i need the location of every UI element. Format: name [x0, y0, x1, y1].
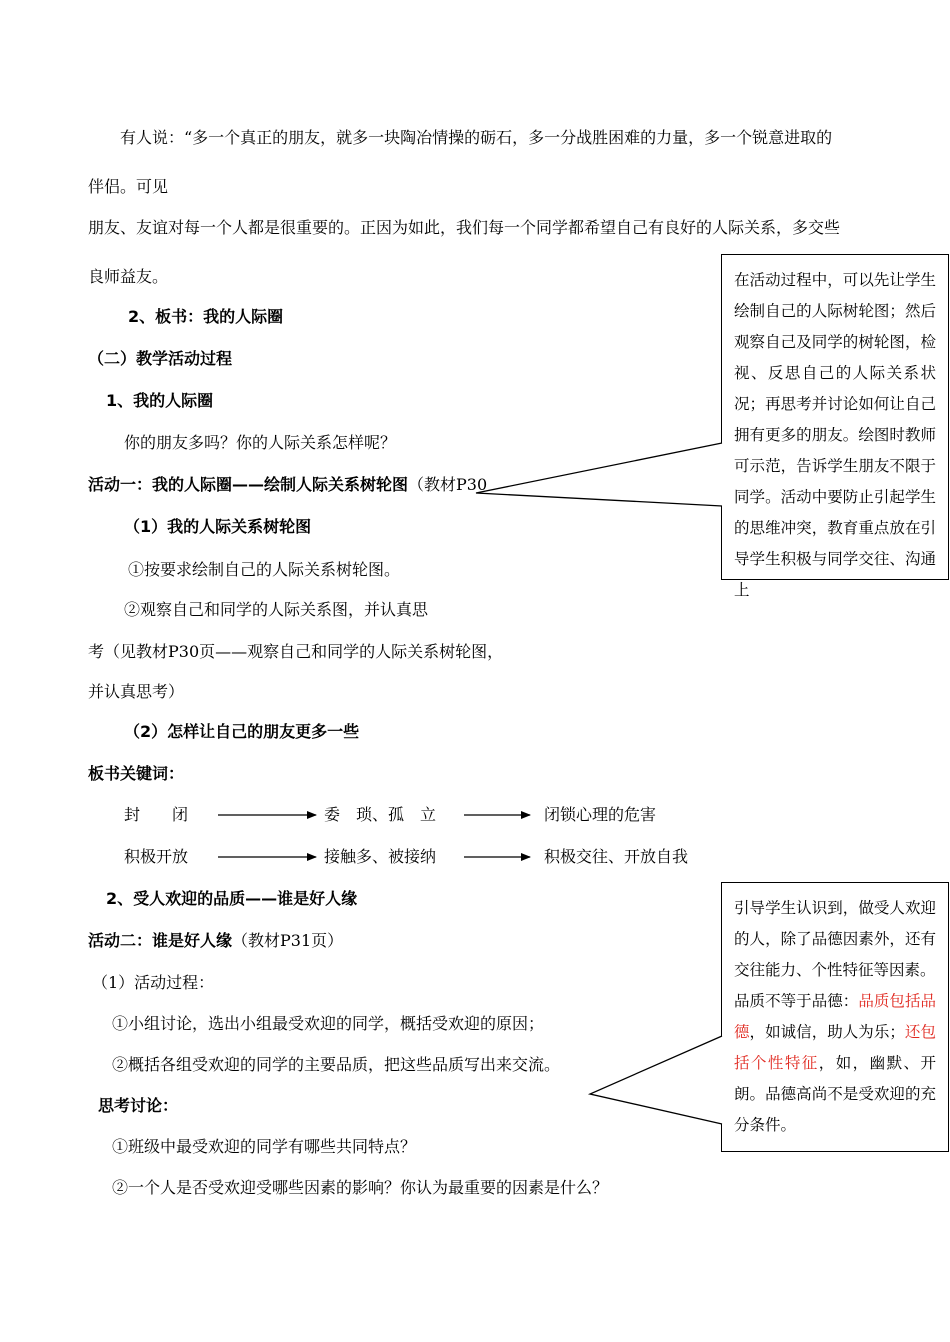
question-1: 你的朋友多吗？你的人际关系怎样呢？: [124, 433, 397, 452]
activity-1-title: 活动一：我的人际圈——绘制人际关系树轮图: [88, 475, 409, 494]
callout-note-2-part4: ，如诚信，助人为乐；: [749, 1023, 905, 1041]
callout-2-pointer: [590, 1036, 722, 1124]
kw-row2-b: 接触多、被接纳: [324, 847, 437, 866]
callout-note-2-red-2: 还包括个性特征: [734, 1023, 936, 1072]
kw-row1-c: 闭锁心理的危害: [544, 805, 657, 824]
kw-row2-c: 积极交往、开放自我: [544, 847, 689, 866]
activity-2-title: 活动二：谁是好人缘: [88, 931, 233, 950]
activity-2-step-1: ①小组讨论，选出小组最受欢迎的同学，概括受欢迎的原因；: [112, 1014, 545, 1033]
activity-1-ref: （教材P30: [408, 475, 488, 494]
kw-row1-b: 委 琐、孤 立: [324, 805, 437, 824]
intro-line-2: 伴侣。可见: [88, 177, 169, 196]
discussion-q2: ②一个人是否受欢迎受哪些因素的影响？你认为最重要的因素是什么？: [112, 1178, 609, 1197]
kw-row1-a: 封 闭: [124, 805, 189, 824]
discussion-title: 思考讨论：: [98, 1096, 179, 1115]
activity-1-item-2: （2）怎样让自己的朋友更多一些: [124, 722, 360, 741]
keywords-title: 板书关键词：: [88, 764, 185, 783]
intro-line-4: 良师益友。: [88, 267, 169, 286]
intro-line-3: 朋友、友谊对每一个人都是很重要的。正因为如此，我们每一个同学都希望自己有良好的人际关系，多交些: [88, 218, 841, 237]
subsection-2: 2、受人欢迎的品质——谁是好人缘: [106, 889, 358, 908]
section-heading: （二）教学活动过程: [88, 349, 233, 368]
activity-2-process-label: （1）活动过程：: [92, 973, 215, 992]
board-title: 2、板书：我的人际圈: [128, 307, 284, 326]
callout-note-1-text: 在活动过程中，可以先让学生绘制自己的人际树轮图；然后观察自己及同学的树轮图，检视、反思自己的人际关系状况；再思考并讨论如何让自己拥有更多的朋友。绘图时教师可示范，告诉学生朋友不限于同学。活动中要防止引起学生的思维冲突，教育重点放在引导学生积极与同学交往、沟通上: [734, 271, 936, 599]
callout-note-2-part1: 引导学生认识到，做受人欢迎的人，除了品德因素外，还有交往能力、个性特征等因素。: [734, 899, 936, 979]
activity-2-ref: （教材P31页）: [232, 931, 344, 950]
subsection-1: 1、我的人际圈: [106, 391, 214, 410]
activity-1-item-1: （1）我的人际关系树轮图: [124, 517, 312, 536]
activity-2-step-2: ②概括各组受欢迎的同学的主要品质，把这些品质写出来交流。: [112, 1055, 561, 1074]
activity-1-step-2c: 并认真思考）: [88, 682, 185, 701]
activity-1-step-2b: 考（见教材P30页——观察自己和同学的人际关系树轮图，: [88, 642, 504, 661]
discussion-q1: ①班级中最受欢迎的同学有哪些共同特点？: [112, 1137, 417, 1156]
callout-note-2-red-1: 品质包括品德: [734, 992, 936, 1041]
activity-1-step-2: ②观察自己和同学的人际关系图，并认真思: [124, 600, 429, 619]
callout-note-2-part6: ，如，幽默、开朗。品德高尚不是受欢迎的充分条件。: [734, 1054, 936, 1134]
callout-note-2-part2: 品质不等于品德：: [734, 992, 859, 1010]
kw-row2-a: 积极开放: [124, 847, 189, 866]
callout-1-pointer: [476, 443, 722, 506]
intro-line-1: 有人说：“多一个真正的朋友，就多一块陶冶情操的砺石，多一分战胜困难的力量，多一个锐意进取的: [120, 128, 833, 147]
activity-1-step-1: ①按要求绘制自己的人际关系树轮图。: [128, 560, 401, 579]
